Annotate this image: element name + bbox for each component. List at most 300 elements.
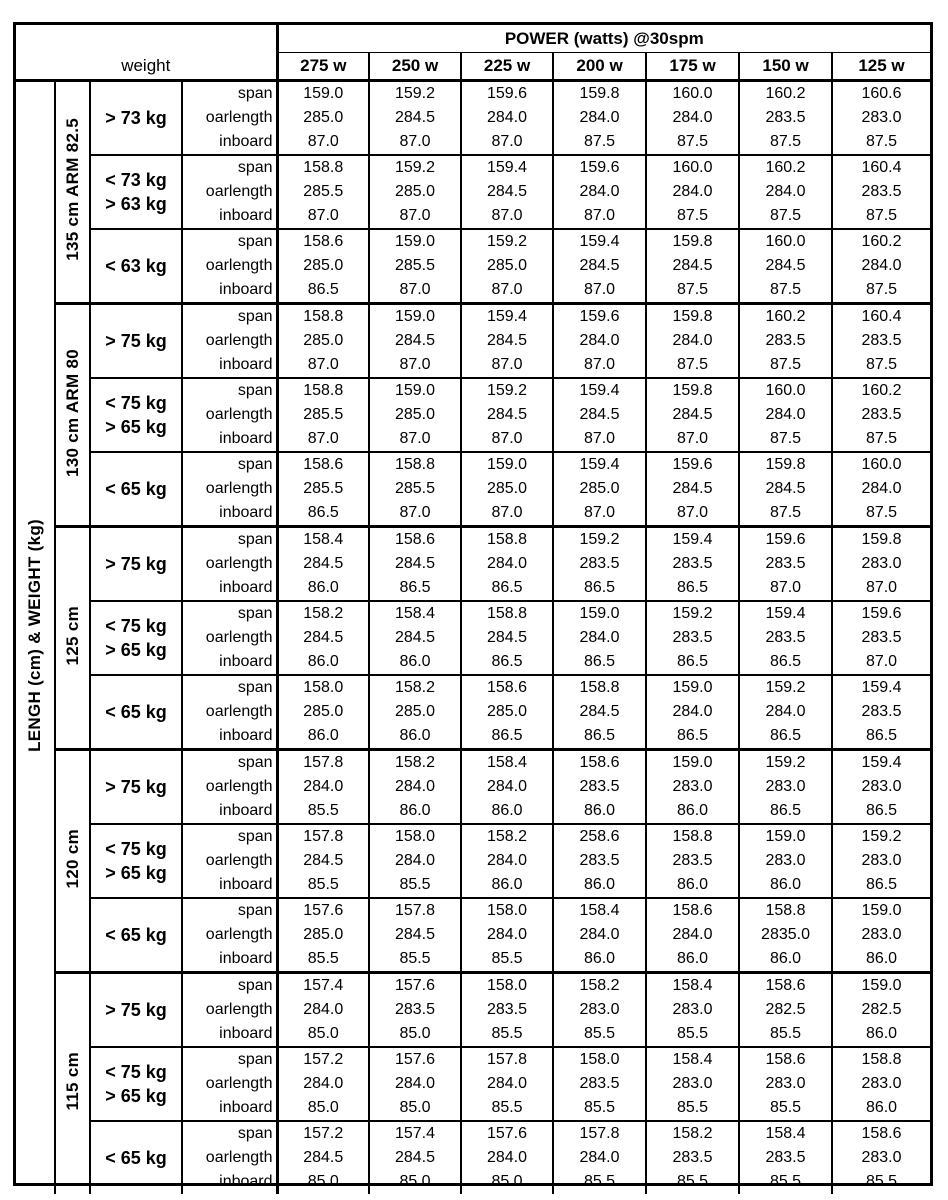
table-row bbox=[16, 81, 930, 107]
measure-label: oarlength bbox=[182, 1072, 277, 1096]
value-cell: 158.2 bbox=[553, 973, 646, 999]
measure-label: span bbox=[182, 973, 277, 999]
measure-label: span bbox=[182, 155, 277, 180]
value-cell: 158.2 bbox=[461, 824, 553, 849]
value-cell: 159.2 bbox=[861, 828, 902, 845]
value-cell: 86.0 bbox=[277, 576, 369, 601]
value-cell: 284.0 bbox=[461, 106, 553, 130]
value-cell: 85.5 bbox=[277, 947, 369, 973]
value-cell: 159.2 bbox=[739, 750, 832, 776]
value-cell: 158.6 bbox=[461, 675, 553, 700]
value-cell: 86.0 bbox=[646, 799, 739, 824]
table-row bbox=[16, 824, 930, 849]
value-cell: 85.0 bbox=[277, 1096, 369, 1121]
table-row bbox=[16, 1047, 930, 1072]
value-cell: 158.0 bbox=[461, 898, 553, 923]
value-cell: 283.5 bbox=[861, 332, 902, 349]
value-cell: 285.0 bbox=[277, 106, 369, 130]
value-cell: 285.0 bbox=[461, 477, 553, 501]
value-cell: 284.5 bbox=[277, 552, 369, 576]
value-cell: 158.4 bbox=[369, 601, 461, 626]
value-cell: 285.0 bbox=[461, 254, 553, 278]
measure-label: span bbox=[182, 229, 277, 254]
value-cell: 85.0 bbox=[277, 1022, 369, 1047]
measure-label: span bbox=[182, 898, 277, 923]
measure-label: inboard bbox=[182, 650, 277, 675]
table-body bbox=[16, 25, 930, 1194]
value-cell: 159.6 bbox=[461, 81, 553, 107]
value-cell: 284.0 bbox=[461, 1146, 553, 1170]
weight-class-cell bbox=[90, 1047, 182, 1121]
value-cell: 158.0 bbox=[461, 973, 553, 999]
measure-label: oarlength bbox=[182, 1146, 277, 1170]
value-cell: 284.0 bbox=[461, 1072, 553, 1096]
weight-class-label: < 65 kg bbox=[105, 479, 167, 499]
value-cell: 87.0 bbox=[461, 204, 553, 229]
value-cell: 158.6 bbox=[277, 229, 369, 254]
measure-label: span bbox=[182, 1047, 277, 1072]
table-row bbox=[16, 601, 930, 626]
measure-label: oarlength bbox=[182, 477, 277, 501]
value-cell: 284.0 bbox=[277, 998, 369, 1022]
measure-label: inboard bbox=[182, 1096, 277, 1121]
value-cell: 158.2 bbox=[277, 601, 369, 626]
length-group-label-cell bbox=[55, 304, 90, 527]
value-cell: 87.0 bbox=[461, 353, 553, 378]
value-cell: 284.0 bbox=[739, 403, 832, 427]
measure-label: span bbox=[182, 824, 277, 849]
value-cell: 284.0 bbox=[461, 775, 553, 799]
measure-label: span bbox=[182, 601, 277, 626]
value-cell: 159.0 bbox=[277, 81, 369, 107]
value-cell: 159.6 bbox=[646, 452, 739, 477]
watt-header-5: 175 w bbox=[646, 53, 739, 81]
measure-label: inboard bbox=[182, 1170, 277, 1194]
value-cell: 283.5 bbox=[646, 1146, 739, 1170]
value-cell: 85.5 bbox=[461, 1096, 553, 1121]
value-cell: 283.0 bbox=[739, 775, 832, 799]
table-row bbox=[16, 675, 930, 700]
value-cell: 284.0 bbox=[553, 106, 646, 130]
value-cell: 284.5 bbox=[277, 1146, 369, 1170]
value-cell: 86.0 bbox=[646, 873, 739, 898]
watt-header-6: 150 w bbox=[739, 53, 832, 81]
measure-label: inboard bbox=[182, 204, 277, 229]
value-cell: 87.0 bbox=[369, 427, 461, 452]
value-cell: 159.8 bbox=[646, 378, 739, 403]
value-cell: 284.5 bbox=[277, 849, 369, 873]
value-cell: 86.0 bbox=[369, 799, 461, 824]
weight-class-label: < 65 kg bbox=[105, 1148, 167, 1168]
weight-class-label: > 75 kg bbox=[105, 1000, 167, 1020]
value-cell: 87.5 bbox=[553, 130, 646, 155]
value-cell: 86.5 bbox=[646, 576, 739, 601]
value-cell: 283.0 bbox=[861, 109, 902, 126]
measure-label: inboard bbox=[182, 278, 277, 304]
value-cell: 158.8 bbox=[861, 1051, 902, 1068]
value-cell: 87.0 bbox=[277, 204, 369, 229]
value-cell: 87.5 bbox=[832, 427, 930, 452]
value-cell: 283.5 bbox=[646, 626, 739, 650]
value-cell: 158.8 bbox=[461, 601, 553, 626]
value-cell: 284.0 bbox=[646, 329, 739, 353]
value-cell: 160.4 bbox=[861, 159, 902, 176]
length-group-label-cell bbox=[55, 527, 90, 750]
value-cell: 284.5 bbox=[461, 626, 553, 650]
value-cell: 283.0 bbox=[646, 775, 739, 799]
value-cell: 285.0 bbox=[369, 700, 461, 724]
value-cell: 86.0 bbox=[553, 947, 646, 973]
value-cell: 283.5 bbox=[739, 106, 832, 130]
value-cell: 87.5 bbox=[739, 427, 832, 452]
weight-class-label: < 73 kg bbox=[105, 170, 167, 190]
value-cell: 158.8 bbox=[461, 527, 553, 553]
value-cell: 86.0 bbox=[739, 947, 832, 973]
value-cell: 283.5 bbox=[861, 703, 902, 720]
value-cell: 283.0 bbox=[861, 555, 902, 572]
weight-class-cell bbox=[90, 675, 182, 750]
measure-label: oarlength bbox=[182, 626, 277, 650]
measure-label: span bbox=[182, 675, 277, 700]
weight-class-cell bbox=[90, 378, 182, 452]
value-cell: 283.5 bbox=[739, 329, 832, 353]
value-cell: 159.0 bbox=[369, 304, 461, 330]
table-row bbox=[16, 155, 930, 180]
value-cell: 158.2 bbox=[369, 675, 461, 700]
table-row bbox=[16, 452, 930, 477]
weight-class-cell bbox=[90, 824, 182, 898]
value-cell: 158.6 bbox=[739, 973, 832, 999]
value-cell: 160.0 bbox=[646, 155, 739, 180]
weight-class-cell bbox=[90, 898, 182, 973]
value-cell: 284.0 bbox=[277, 1072, 369, 1096]
value-cell: 159.8 bbox=[646, 304, 739, 330]
value-cell: 283.0 bbox=[553, 998, 646, 1022]
value-cell: 284.0 bbox=[553, 329, 646, 353]
value-cell: 86.5 bbox=[832, 873, 930, 898]
value-cell: 87.0 bbox=[369, 130, 461, 155]
rigging-chart-sheet bbox=[13, 22, 933, 1190]
value-cell: 87.5 bbox=[832, 130, 930, 155]
watt-header-3: 225 w bbox=[461, 53, 553, 81]
value-cell: 86.5 bbox=[832, 799, 930, 824]
length-group-label-cell bbox=[55, 81, 90, 304]
value-cell: 284.5 bbox=[739, 477, 832, 501]
value-cell: 284.0 bbox=[461, 849, 553, 873]
value-cell: 284.5 bbox=[646, 477, 739, 501]
length-weight-axis-label: LENGH (cm) & WEIGHT (kg) bbox=[25, 519, 44, 752]
value-cell: 158.6 bbox=[739, 1047, 832, 1072]
value-cell: 85.5 bbox=[739, 1096, 832, 1121]
value-cell: 285.0 bbox=[277, 700, 369, 724]
value-cell: 284.5 bbox=[646, 403, 739, 427]
value-cell: 285.5 bbox=[277, 403, 369, 427]
value-cell: 87.5 bbox=[832, 204, 930, 229]
weight-class-label: > 75 kg bbox=[105, 331, 167, 351]
weight-class-cell bbox=[90, 304, 182, 379]
value-cell: 283.0 bbox=[861, 852, 902, 869]
value-cell: 86.5 bbox=[553, 576, 646, 601]
weight-class-label: < 75 kg bbox=[105, 839, 167, 859]
measure-label: inboard bbox=[182, 353, 277, 378]
value-cell: 159.4 bbox=[861, 679, 902, 696]
value-cell: 285.0 bbox=[277, 254, 369, 278]
value-cell: 159.4 bbox=[861, 754, 902, 771]
value-cell: 85.0 bbox=[277, 1170, 369, 1194]
value-cell: 85.5 bbox=[646, 1170, 739, 1194]
value-cell: 159.0 bbox=[646, 675, 739, 700]
value-cell: 160.2 bbox=[861, 233, 902, 250]
value-cell: 85.0 bbox=[461, 1170, 553, 1194]
value-cell: 86.0 bbox=[369, 650, 461, 675]
measure-label: span bbox=[182, 452, 277, 477]
value-cell: 159.2 bbox=[369, 81, 461, 107]
value-cell: 87.5 bbox=[646, 130, 739, 155]
value-cell: 283.5 bbox=[861, 183, 902, 200]
value-cell: 285.0 bbox=[277, 329, 369, 353]
value-cell: 158.4 bbox=[739, 1121, 832, 1146]
value-cell: 283.5 bbox=[553, 552, 646, 576]
value-cell: 157.8 bbox=[369, 898, 461, 923]
measure-label: inboard bbox=[182, 1022, 277, 1047]
weight-class-label: < 75 kg bbox=[105, 1062, 167, 1082]
value-cell: 159.0 bbox=[553, 601, 646, 626]
value-cell: 86.0 bbox=[369, 724, 461, 750]
value-cell: 85.5 bbox=[369, 947, 461, 973]
watt-header-7: 125 w bbox=[832, 53, 930, 81]
measure-label: oarlength bbox=[182, 849, 277, 873]
value-cell: 159.0 bbox=[739, 824, 832, 849]
weight-class-label: < 75 kg bbox=[105, 616, 167, 636]
value-cell: 86.0 bbox=[832, 1096, 930, 1121]
value-cell: 86.0 bbox=[277, 650, 369, 675]
value-cell: 283.0 bbox=[861, 778, 902, 795]
value-cell: 87.0 bbox=[553, 501, 646, 527]
value-cell: 86.0 bbox=[832, 947, 930, 973]
value-cell: 158.6 bbox=[369, 527, 461, 553]
value-cell: 282.5 bbox=[739, 998, 832, 1022]
value-cell: 285.0 bbox=[369, 180, 461, 204]
value-cell: 158.6 bbox=[277, 452, 369, 477]
value-cell: 284.5 bbox=[369, 626, 461, 650]
value-cell: 158.2 bbox=[369, 750, 461, 776]
value-cell: 159.0 bbox=[861, 977, 902, 994]
measure-label: span bbox=[182, 750, 277, 776]
length-group-label: 115 cm bbox=[62, 1052, 82, 1111]
value-cell: 159.0 bbox=[369, 229, 461, 254]
value-cell: 86.5 bbox=[553, 650, 646, 675]
value-cell: 158.8 bbox=[277, 155, 369, 180]
length-weight-axis-label-cell bbox=[16, 81, 55, 1195]
value-cell: 159.8 bbox=[861, 531, 902, 548]
value-cell: 87.0 bbox=[553, 278, 646, 304]
value-cell: 87.5 bbox=[739, 130, 832, 155]
value-cell: 157.8 bbox=[461, 1047, 553, 1072]
value-cell: 283.0 bbox=[861, 926, 902, 943]
value-cell: 283.5 bbox=[861, 629, 902, 646]
value-cell: 159.2 bbox=[739, 675, 832, 700]
weight-class-cell bbox=[90, 1121, 182, 1194]
value-cell: 87.0 bbox=[277, 353, 369, 378]
value-cell: 158.0 bbox=[553, 1047, 646, 1072]
value-cell: 284.0 bbox=[277, 775, 369, 799]
value-cell: 284.0 bbox=[553, 923, 646, 947]
value-cell: 160.0 bbox=[646, 81, 739, 107]
value-cell: 283.5 bbox=[646, 849, 739, 873]
value-cell: 283.5 bbox=[461, 998, 553, 1022]
value-cell: 87.0 bbox=[646, 427, 739, 452]
weight-class-label: > 75 kg bbox=[105, 554, 167, 574]
value-cell: 87.5 bbox=[646, 204, 739, 229]
value-cell: 86.0 bbox=[646, 947, 739, 973]
value-cell: 158.4 bbox=[646, 973, 739, 999]
value-cell: 86.5 bbox=[646, 724, 739, 750]
table-row bbox=[16, 229, 930, 254]
value-cell: 283.5 bbox=[369, 998, 461, 1022]
value-cell: 160.0 bbox=[739, 229, 832, 254]
value-cell: 157.6 bbox=[369, 1047, 461, 1072]
value-cell: 158.0 bbox=[277, 675, 369, 700]
value-cell: 86.5 bbox=[553, 724, 646, 750]
value-cell: 160.4 bbox=[861, 308, 902, 325]
value-cell: 284.0 bbox=[739, 700, 832, 724]
value-cell: 160.0 bbox=[861, 456, 902, 473]
value-cell: 160.2 bbox=[739, 304, 832, 330]
value-cell: 87.5 bbox=[739, 278, 832, 304]
value-cell: 87.0 bbox=[832, 576, 930, 601]
weight-header-cell bbox=[16, 25, 277, 81]
value-cell: 283.0 bbox=[739, 849, 832, 873]
value-cell: 283.5 bbox=[739, 626, 832, 650]
value-cell: 159.6 bbox=[739, 527, 832, 553]
value-cell: 87.0 bbox=[461, 427, 553, 452]
value-cell: 160.0 bbox=[739, 378, 832, 403]
value-cell: 87.0 bbox=[461, 130, 553, 155]
value-cell: 87.5 bbox=[832, 353, 930, 378]
value-cell: 85.5 bbox=[277, 873, 369, 898]
value-cell: 284.5 bbox=[461, 329, 553, 353]
value-cell: 87.0 bbox=[739, 576, 832, 601]
weight-class-label: < 65 kg bbox=[105, 702, 167, 722]
value-cell: 284.5 bbox=[553, 403, 646, 427]
value-cell: 283.5 bbox=[739, 552, 832, 576]
value-cell: 159.8 bbox=[553, 81, 646, 107]
value-cell: 87.0 bbox=[277, 427, 369, 452]
value-cell: 284.5 bbox=[461, 180, 553, 204]
value-cell: 87.5 bbox=[832, 278, 930, 304]
length-group-label: 130 cm ARM 80 bbox=[62, 348, 82, 477]
value-cell: 87.0 bbox=[369, 501, 461, 527]
value-cell: 158.8 bbox=[739, 898, 832, 923]
value-cell: 284.0 bbox=[646, 106, 739, 130]
value-cell: 159.6 bbox=[553, 304, 646, 330]
measure-label: inboard bbox=[182, 501, 277, 527]
value-cell: 158.6 bbox=[861, 1125, 902, 1142]
weight-class-label: > 63 kg bbox=[105, 194, 167, 214]
value-cell: 86.5 bbox=[277, 501, 369, 527]
watt-header-1: 275 w bbox=[277, 53, 369, 81]
value-cell: 158.8 bbox=[277, 304, 369, 330]
value-cell: 86.0 bbox=[553, 873, 646, 898]
value-cell: 284.0 bbox=[646, 923, 739, 947]
watt-header-4: 200 w bbox=[553, 53, 646, 81]
measure-label: span bbox=[182, 527, 277, 553]
value-cell: 160.2 bbox=[739, 155, 832, 180]
measure-label: oarlength bbox=[182, 775, 277, 799]
value-cell: 157.8 bbox=[553, 1121, 646, 1146]
value-cell: 86.5 bbox=[369, 576, 461, 601]
measure-label: oarlength bbox=[182, 403, 277, 427]
value-cell: 85.5 bbox=[277, 799, 369, 824]
value-cell: 159.4 bbox=[739, 601, 832, 626]
value-cell: 86.5 bbox=[461, 650, 553, 675]
value-cell: 159.2 bbox=[553, 527, 646, 553]
value-cell: 258.6 bbox=[553, 824, 646, 849]
value-cell: 87.0 bbox=[461, 278, 553, 304]
value-cell: 285.5 bbox=[369, 254, 461, 278]
value-cell: 157.6 bbox=[461, 1121, 553, 1146]
value-cell: 284.5 bbox=[369, 552, 461, 576]
value-cell: 85.5 bbox=[369, 873, 461, 898]
value-cell: 158.8 bbox=[369, 452, 461, 477]
value-cell: 87.0 bbox=[646, 501, 739, 527]
measure-label: oarlength bbox=[182, 329, 277, 353]
measure-label: span bbox=[182, 81, 277, 107]
value-cell: 86.5 bbox=[739, 799, 832, 824]
value-cell: 87.0 bbox=[553, 427, 646, 452]
value-cell: 284.0 bbox=[369, 849, 461, 873]
measure-label: inboard bbox=[182, 799, 277, 824]
value-cell: 283.0 bbox=[646, 1072, 739, 1096]
value-cell: 284.5 bbox=[461, 403, 553, 427]
value-cell: 85.5 bbox=[739, 1022, 832, 1047]
value-cell: 159.0 bbox=[461, 452, 553, 477]
watt-header-2: 250 w bbox=[369, 53, 461, 81]
value-cell: 87.0 bbox=[369, 204, 461, 229]
value-cell: 284.0 bbox=[646, 700, 739, 724]
value-cell: 87.0 bbox=[553, 204, 646, 229]
value-cell: 158.0 bbox=[369, 824, 461, 849]
value-cell: 284.5 bbox=[739, 254, 832, 278]
value-cell: 158.4 bbox=[646, 1047, 739, 1072]
value-cell: 284.0 bbox=[739, 180, 832, 204]
weight-class-label: < 75 kg bbox=[105, 393, 167, 413]
weight-class-label: > 65 kg bbox=[105, 863, 167, 883]
value-cell: 87.0 bbox=[553, 353, 646, 378]
value-cell: 159.0 bbox=[861, 902, 902, 919]
value-cell: 284.5 bbox=[369, 329, 461, 353]
measure-label: oarlength bbox=[182, 180, 277, 204]
value-cell: 158.8 bbox=[646, 824, 739, 849]
measure-label: oarlength bbox=[182, 254, 277, 278]
measure-label: oarlength bbox=[182, 998, 277, 1022]
value-cell: 87.0 bbox=[369, 278, 461, 304]
value-cell: 159.2 bbox=[646, 601, 739, 626]
value-cell: 284.0 bbox=[553, 1146, 646, 1170]
table-row bbox=[16, 378, 930, 403]
value-cell: 87.5 bbox=[739, 501, 832, 527]
value-cell: 85.5 bbox=[646, 1096, 739, 1121]
value-cell: 285.0 bbox=[461, 700, 553, 724]
measure-label: span bbox=[182, 1121, 277, 1146]
table-row bbox=[16, 527, 930, 553]
value-cell: 159.4 bbox=[553, 452, 646, 477]
value-cell: 159.0 bbox=[369, 378, 461, 403]
measure-label: inboard bbox=[182, 576, 277, 601]
measure-label: oarlength bbox=[182, 106, 277, 130]
value-cell: 157.2 bbox=[277, 1121, 369, 1146]
value-cell: 86.0 bbox=[461, 873, 553, 898]
